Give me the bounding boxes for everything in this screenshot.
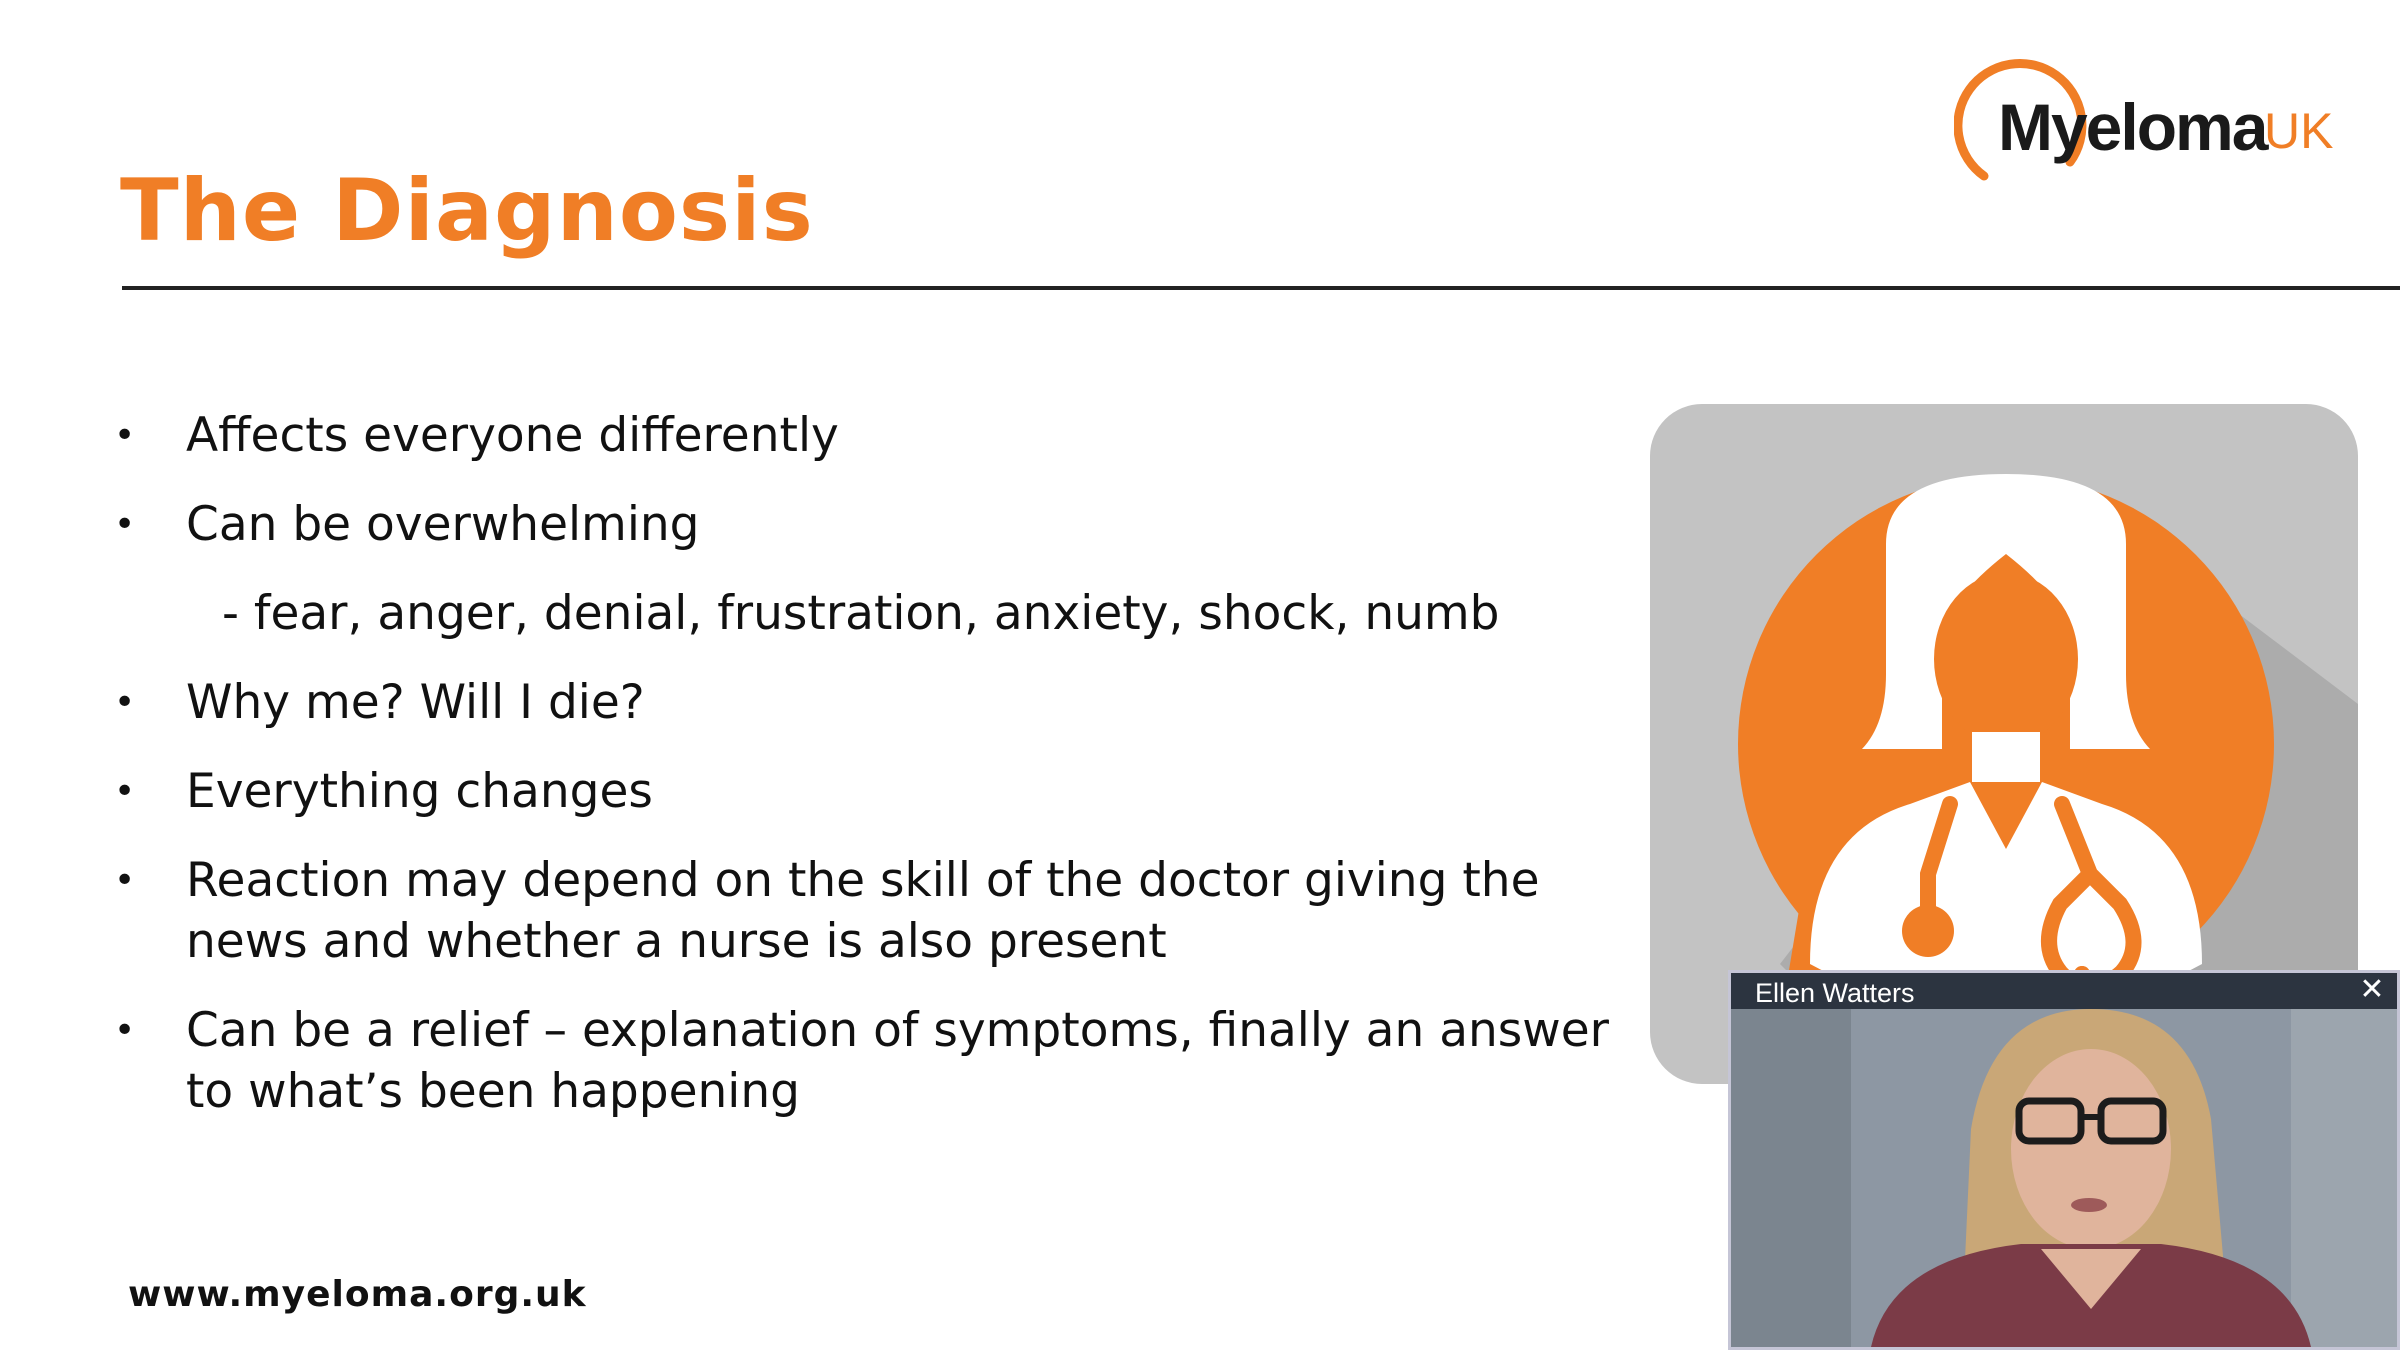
video-titlebar[interactable] — [1731, 973, 2397, 1009]
logo-suffix: UK — [2264, 103, 2334, 159]
bullet-text: Affects everyone differently — [186, 408, 839, 463]
bullet-text: Can be overwhelming — [186, 497, 700, 552]
bullet-text: Everything changes — [186, 764, 653, 819]
bullet-item — [110, 672, 1630, 733]
bullet-item — [110, 761, 1630, 822]
bullet-text: Can be a relief – explanation of symptoms, finally an answer to what’s been happening — [186, 1003, 1609, 1119]
bullet-glyph: • — [114, 682, 136, 723]
bullet-glyph: • — [114, 415, 136, 456]
bullet-list — [110, 405, 1630, 1150]
bullet-item — [110, 850, 1630, 972]
participant-video-panel[interactable] — [1728, 970, 2400, 1350]
sub-bullet-text: - fear, anger, denial, frustration, anxiety, shock, numb — [222, 586, 1500, 641]
sub-bullet-item — [110, 583, 1630, 644]
slide-title: The Diagnosis — [120, 161, 814, 261]
bullet-item — [110, 1000, 1630, 1122]
video-feed — [1731, 1009, 2397, 1347]
title-divider — [122, 286, 2400, 290]
close-icon[interactable]: ✕ — [2359, 972, 2385, 1007]
website-url: www.myeloma.org.uk — [128, 1274, 587, 1315]
bullet-item — [110, 494, 1630, 555]
participant-name: Ellen Watters — [1755, 978, 1915, 1008]
bullet-text: Why me? Will I die? — [186, 675, 645, 730]
bullet-item — [110, 405, 1630, 466]
bullet-glyph: • — [114, 1010, 136, 1051]
logo-wordmark: Myeloma — [1998, 90, 2267, 164]
bullet-glyph: • — [114, 860, 136, 901]
bullet-glyph: • — [114, 504, 136, 545]
myeloma-uk-logo — [1950, 54, 2350, 204]
bullet-text: Reaction may depend on the skill of the doctor giving the news and whether a nurse is also present — [186, 853, 1540, 969]
bullet-glyph: • — [114, 771, 136, 812]
